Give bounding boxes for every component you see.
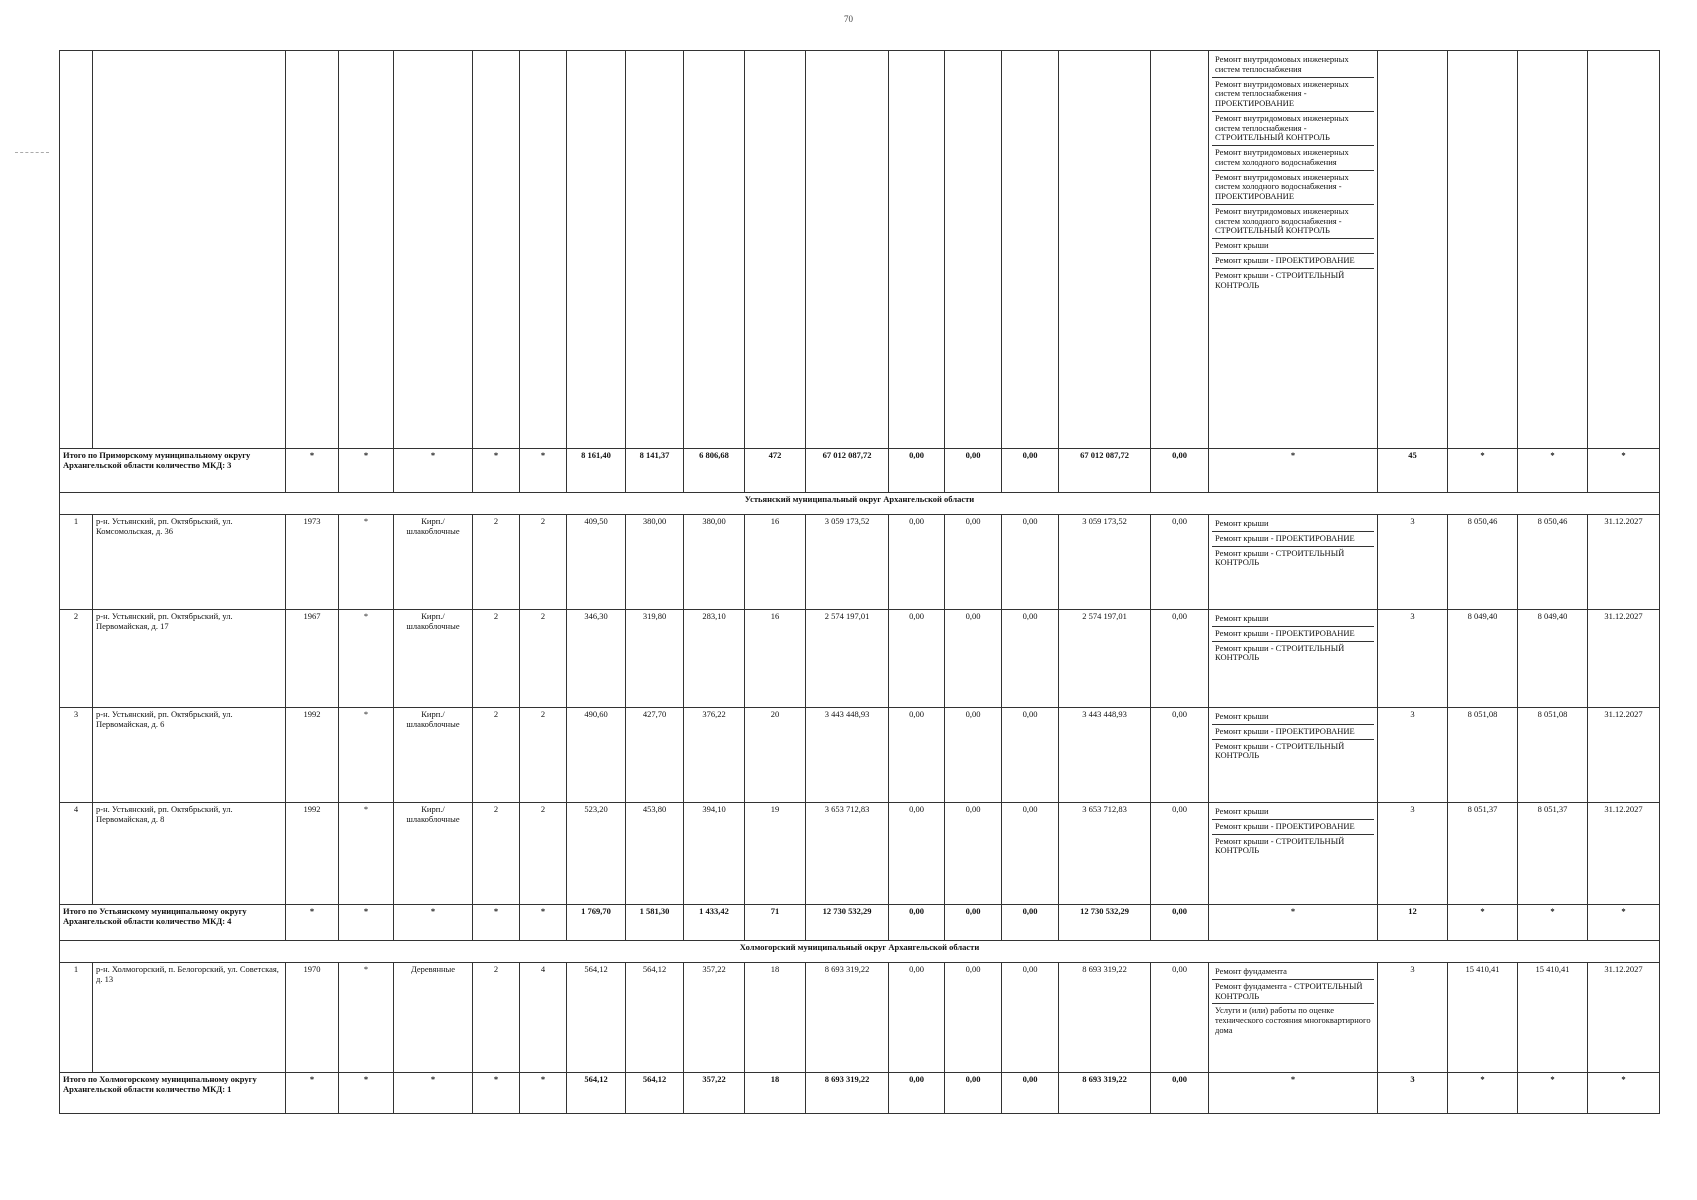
data-cell: 16: [745, 515, 806, 610]
data-cell: *: [339, 803, 394, 905]
data-cell: 3: [1378, 610, 1448, 708]
total-cell: *: [1518, 449, 1588, 493]
data-cell: 31.12.2027: [1588, 515, 1660, 610]
data-cell: 2: [520, 515, 567, 610]
table-row-continuation: [60, 51, 1660, 449]
data-cell: 453,80: [626, 803, 684, 905]
section-title: Устьянский муниципальный округ Архангельской области: [60, 493, 1660, 515]
data-cell: 319,80: [626, 610, 684, 708]
table-row: [60, 963, 1660, 1073]
data-cell: 18: [745, 963, 806, 1073]
total-cell: 0,00: [1002, 449, 1059, 493]
work-item: Услуги и (или) работы по оценке технического состояния многоквартирного дома: [1215, 1005, 1371, 1035]
data-cell: 2: [473, 708, 520, 803]
data-cell: 8 049,40: [1518, 610, 1588, 708]
section-title-row: [60, 493, 1660, 515]
works-cell: [1209, 963, 1378, 1073]
data-cell: 8 693 319,22: [806, 963, 889, 1073]
work-item: Ремонт крыши: [1212, 612, 1374, 627]
cell-empty: [806, 51, 889, 449]
total-row: [60, 905, 1660, 941]
total-cell: 0,00: [1151, 1073, 1209, 1114]
total-cell: *: [1209, 1073, 1378, 1114]
total-cell: *: [286, 905, 339, 941]
cell-empty: [684, 51, 745, 449]
scan-artifact: [15, 152, 49, 154]
data-cell: 380,00: [684, 515, 745, 610]
total-cell: 12 730 532,29: [806, 905, 889, 941]
total-cell: *: [1209, 905, 1378, 941]
data-cell: 0,00: [945, 515, 1002, 610]
total-row: [60, 1073, 1660, 1114]
data-cell: 31.12.2027: [1588, 963, 1660, 1073]
works-cell: [1209, 51, 1378, 449]
works-stack: [1212, 53, 1374, 292]
data-cell: *: [339, 708, 394, 803]
data-cell: 0,00: [889, 708, 945, 803]
work-item: Ремонт крыши - ПРОЕКТИРОВАНИЕ: [1212, 254, 1374, 269]
works-cell: [1209, 515, 1378, 610]
total-cell: 67 012 087,72: [1059, 449, 1151, 493]
data-cell: 283,10: [684, 610, 745, 708]
data-cell: 427,70: [626, 708, 684, 803]
total-cell: *: [394, 1073, 473, 1114]
repair-program-table: [59, 50, 1660, 1114]
total-cell: 8 141,37: [626, 449, 684, 493]
data-cell: 0,00: [1151, 610, 1209, 708]
work-item: Ремонт крыши - СТРОИТЕЛЬНЫЙ КОНТРОЛЬ: [1215, 269, 1345, 290]
total-cell: *: [1518, 905, 1588, 941]
data-cell: 2 574 197,01: [806, 610, 889, 708]
data-cell: 3 059 173,52: [1059, 515, 1151, 610]
work-item: Ремонт внутридомовых инженерных систем холодного водоснабжения - ПРОЕКТИРОВАНИЕ: [1212, 171, 1374, 205]
total-cell: *: [520, 1073, 567, 1114]
total-label: Итого по Холмогорскому муниципальному округу Архангельской области количество МКД: 1: [60, 1073, 286, 1114]
table-row: [60, 708, 1660, 803]
total-cell: 0,00: [1002, 1073, 1059, 1114]
total-cell: 0,00: [889, 449, 945, 493]
data-cell: 1973: [286, 515, 339, 610]
total-cell: *: [520, 905, 567, 941]
data-cell: 0,00: [945, 963, 1002, 1073]
total-cell: *: [1588, 905, 1660, 941]
work-item: Ремонт крыши - СТРОИТЕЛЬНЫЙ КОНТРОЛЬ: [1215, 642, 1345, 663]
data-cell: 15 410,41: [1448, 963, 1518, 1073]
total-cell: 472: [745, 449, 806, 493]
data-cell: 8 051,08: [1448, 708, 1518, 803]
data-cell: 2 574 197,01: [1059, 610, 1151, 708]
data-cell: 0,00: [1151, 963, 1209, 1073]
cell-empty: [567, 51, 626, 449]
data-cell: 4: [520, 963, 567, 1073]
total-cell: *: [1448, 1073, 1518, 1114]
data-cell: 0,00: [945, 803, 1002, 905]
address-cell: р-н. Устьянский, рп. Октябрьский, ул. Первомайская, д. 6: [93, 708, 286, 803]
total-cell: 0,00: [945, 449, 1002, 493]
total-cell: 0,00: [1151, 905, 1209, 941]
data-cell: 2: [60, 610, 93, 708]
data-cell: 8 050,46: [1518, 515, 1588, 610]
total-label: Итого по Устьянскому муниципальному округу Архангельской области количество МКД: 4: [60, 905, 286, 941]
data-cell: 31.12.2027: [1588, 610, 1660, 708]
cell-empty: [626, 51, 684, 449]
data-cell: 0,00: [1002, 610, 1059, 708]
address-cell: р-н. Холмогорский, п. Белогорский, ул. Советская, д. 13: [93, 963, 286, 1073]
work-item: Ремонт внутридомовых инженерных систем теплоснабжения - СТРОИТЕЛЬНЫЙ КОНТРОЛЬ: [1212, 112, 1374, 146]
data-cell: 0,00: [1151, 708, 1209, 803]
table-row: [60, 610, 1660, 708]
works-stack: [1212, 965, 1374, 1038]
cell-empty: [1518, 51, 1588, 449]
total-cell: *: [520, 449, 567, 493]
total-cell: 18: [745, 1073, 806, 1114]
data-cell: 380,00: [626, 515, 684, 610]
data-cell: 1992: [286, 708, 339, 803]
cell-empty: [1059, 51, 1151, 449]
total-cell: *: [1588, 449, 1660, 493]
address-cell: р-н. Устьянский, рп. Октябрьский, ул. Комсомольская, д. 36: [93, 515, 286, 610]
data-cell: 3 653 712,83: [806, 803, 889, 905]
works-cell: [1209, 803, 1378, 905]
cell-empty: [889, 51, 945, 449]
total-cell: *: [473, 1073, 520, 1114]
address-cell: р-н. Устьянский, рп. Октябрьский, ул. Первомайская, д. 8: [93, 803, 286, 905]
work-item: Ремонт крыши - ПРОЕКТИРОВАНИЕ: [1212, 820, 1374, 835]
cell-empty: [1588, 51, 1660, 449]
total-cell: *: [1518, 1073, 1588, 1114]
total-cell: 0,00: [1002, 905, 1059, 941]
work-item: Ремонт крыши - ПРОЕКТИРОВАНИЕ: [1212, 627, 1374, 642]
total-cell: 1 581,30: [626, 905, 684, 941]
data-cell: 3 443 448,93: [806, 708, 889, 803]
data-cell: 0,00: [945, 708, 1002, 803]
data-cell: 564,12: [626, 963, 684, 1073]
data-cell: 8 693 319,22: [1059, 963, 1151, 1073]
data-cell: 2: [473, 610, 520, 708]
data-cell: 1992: [286, 803, 339, 905]
data-cell: *: [339, 515, 394, 610]
data-cell: 8 050,46: [1448, 515, 1518, 610]
data-cell: 523,20: [567, 803, 626, 905]
total-cell: *: [1448, 905, 1518, 941]
data-cell: 8 051,37: [1518, 803, 1588, 905]
total-cell: *: [1588, 1073, 1660, 1114]
cell-empty: [945, 51, 1002, 449]
work-item: Ремонт внутридомовых инженерных систем холодного водоснабжения: [1212, 146, 1374, 171]
total-cell: 8 693 319,22: [806, 1073, 889, 1114]
data-cell: 376,22: [684, 708, 745, 803]
data-cell: 3: [1378, 963, 1448, 1073]
data-cell: 3 653 712,83: [1059, 803, 1151, 905]
total-cell: 0,00: [889, 1073, 945, 1114]
total-cell: 1 769,70: [567, 905, 626, 941]
work-item: Ремонт внутридомовых инженерных систем холодного водоснабжения - СТРОИТЕЛЬНЫЙ КОНТРОЛЬ: [1212, 205, 1374, 239]
data-cell: 3 443 448,93: [1059, 708, 1151, 803]
data-cell: 1967: [286, 610, 339, 708]
cell-empty: [1448, 51, 1518, 449]
data-cell: 1: [60, 963, 93, 1073]
data-cell: 16: [745, 610, 806, 708]
work-item: Ремонт крыши - СТРОИТЕЛЬНЫЙ КОНТРОЛЬ: [1215, 740, 1345, 761]
works-stack: [1212, 517, 1374, 570]
data-cell: 15 410,41: [1518, 963, 1588, 1073]
data-cell: 0,00: [1002, 708, 1059, 803]
total-cell: *: [394, 905, 473, 941]
cell-empty: [745, 51, 806, 449]
data-cell: 0,00: [1151, 515, 1209, 610]
data-cell: 357,22: [684, 963, 745, 1073]
data-cell: 3: [1378, 708, 1448, 803]
total-cell: *: [1448, 449, 1518, 493]
data-cell: 346,30: [567, 610, 626, 708]
data-cell: 8 049,40: [1448, 610, 1518, 708]
data-cell: *: [339, 610, 394, 708]
data-cell: 3 059 173,52: [806, 515, 889, 610]
data-cell: 0,00: [889, 515, 945, 610]
table-body: [60, 51, 1660, 1114]
data-cell: 3: [1378, 803, 1448, 905]
data-cell: 4: [60, 803, 93, 905]
data-cell: 409,50: [567, 515, 626, 610]
works-stack: [1212, 805, 1374, 858]
cell-empty: [1151, 51, 1209, 449]
total-cell: *: [339, 449, 394, 493]
data-cell: 19: [745, 803, 806, 905]
total-cell: 357,22: [684, 1073, 745, 1114]
total-cell: 12 730 532,29: [1059, 905, 1151, 941]
total-cell: *: [1209, 449, 1378, 493]
section-title: Холмогорский муниципальный округ Архангельской области: [60, 941, 1660, 963]
total-cell: 0,00: [1151, 449, 1209, 493]
total-cell: *: [394, 449, 473, 493]
total-cell: 1 433,42: [684, 905, 745, 941]
data-cell: 2: [520, 803, 567, 905]
total-cell: 45: [1378, 449, 1448, 493]
data-cell: 31.12.2027: [1588, 803, 1660, 905]
data-cell: *: [339, 963, 394, 1073]
total-cell: *: [473, 905, 520, 941]
data-cell: 564,12: [567, 963, 626, 1073]
data-cell: 0,00: [889, 803, 945, 905]
data-cell: Кирп./ шлакоблочные: [394, 515, 473, 610]
work-item: Ремонт крыши - СТРОИТЕЛЬНЫЙ КОНТРОЛЬ: [1215, 835, 1345, 856]
work-item: Ремонт крыши - ПРОЕКТИРОВАНИЕ: [1212, 725, 1374, 740]
data-cell: 0,00: [889, 963, 945, 1073]
data-cell: 2: [473, 963, 520, 1073]
data-cell: 3: [1378, 515, 1448, 610]
total-cell: 0,00: [945, 1073, 1002, 1114]
cell-empty: [520, 51, 567, 449]
data-cell: 0,00: [1002, 803, 1059, 905]
data-cell: 2: [520, 610, 567, 708]
total-cell: 564,12: [567, 1073, 626, 1114]
total-cell: 0,00: [889, 905, 945, 941]
cell-empty: [394, 51, 473, 449]
data-cell: Кирп./ шлакоблочные: [394, 803, 473, 905]
data-cell: 8 051,08: [1518, 708, 1588, 803]
cell-empty: [1378, 51, 1448, 449]
data-cell: Деревянные: [394, 963, 473, 1073]
work-item: Ремонт крыши: [1212, 805, 1374, 820]
data-cell: 0,00: [889, 610, 945, 708]
works-cell: [1209, 708, 1378, 803]
data-cell: Кирп./ шлакоблочные: [394, 708, 473, 803]
address-cell: р-н. Устьянский, рп. Октябрьский, ул. Первомайская, д. 17: [93, 610, 286, 708]
data-cell: 2: [473, 515, 520, 610]
data-cell: 1: [60, 515, 93, 610]
total-cell: *: [286, 449, 339, 493]
cell-empty: [286, 51, 339, 449]
total-cell: 3: [1378, 1073, 1448, 1114]
work-item: Ремонт внутридомовых инженерных систем теплоснабжения: [1212, 53, 1374, 78]
total-cell: *: [473, 449, 520, 493]
total-cell: 71: [745, 905, 806, 941]
works-stack: [1212, 612, 1374, 665]
work-item: Ремонт крыши - СТРОИТЕЛЬНЫЙ КОНТРОЛЬ: [1215, 547, 1345, 568]
total-cell: 12: [1378, 905, 1448, 941]
table-row: [60, 515, 1660, 610]
data-cell: 0,00: [1151, 803, 1209, 905]
section-title-row: [60, 941, 1660, 963]
data-cell: 394,10: [684, 803, 745, 905]
work-item: Ремонт внутридомовых инженерных систем теплоснабжения - ПРОЕКТИРОВАНИЕ: [1212, 78, 1374, 112]
total-cell: *: [339, 905, 394, 941]
work-item: Ремонт крыши: [1212, 710, 1374, 725]
data-cell: 20: [745, 708, 806, 803]
cell-empty: [1002, 51, 1059, 449]
work-item: Ремонт фундамента: [1212, 965, 1374, 980]
data-cell: 3: [60, 708, 93, 803]
total-cell: 8 693 319,22: [1059, 1073, 1151, 1114]
work-item: Ремонт крыши: [1212, 239, 1374, 254]
work-item: Ремонт крыши - ПРОЕКТИРОВАНИЕ: [1212, 532, 1374, 547]
cell-empty: [339, 51, 394, 449]
data-cell: 0,00: [945, 610, 1002, 708]
cell-empty: [93, 51, 286, 449]
data-cell: 0,00: [1002, 515, 1059, 610]
works-stack: [1212, 710, 1374, 763]
data-cell: 2: [473, 803, 520, 905]
data-cell: Кирп./ шлакоблочные: [394, 610, 473, 708]
work-item: Ремонт крыши: [1212, 517, 1374, 532]
total-cell: *: [339, 1073, 394, 1114]
data-cell: 8 051,37: [1448, 803, 1518, 905]
work-item: Ремонт фундамента - СТРОИТЕЛЬНЫЙ КОНТРОЛЬ: [1212, 980, 1374, 1005]
total-cell: 67 012 087,72: [806, 449, 889, 493]
data-cell: 0,00: [1002, 963, 1059, 1073]
total-cell: 6 806,68: [684, 449, 745, 493]
total-cell: 564,12: [626, 1073, 684, 1114]
page-number: 70: [844, 14, 853, 24]
data-cell: 2: [520, 708, 567, 803]
cell-empty: [473, 51, 520, 449]
total-cell: 0,00: [945, 905, 1002, 941]
works-cell: [1209, 610, 1378, 708]
data-cell: 31.12.2027: [1588, 708, 1660, 803]
table-row: [60, 803, 1660, 905]
cell-empty: [60, 51, 93, 449]
data-cell: 490,60: [567, 708, 626, 803]
data-cell: 1970: [286, 963, 339, 1073]
total-row: [60, 449, 1660, 493]
total-label: Итого по Приморскому муниципальному округу Архангельской области количество МКД: 3: [60, 449, 286, 493]
total-cell: *: [286, 1073, 339, 1114]
total-cell: 8 161,40: [567, 449, 626, 493]
